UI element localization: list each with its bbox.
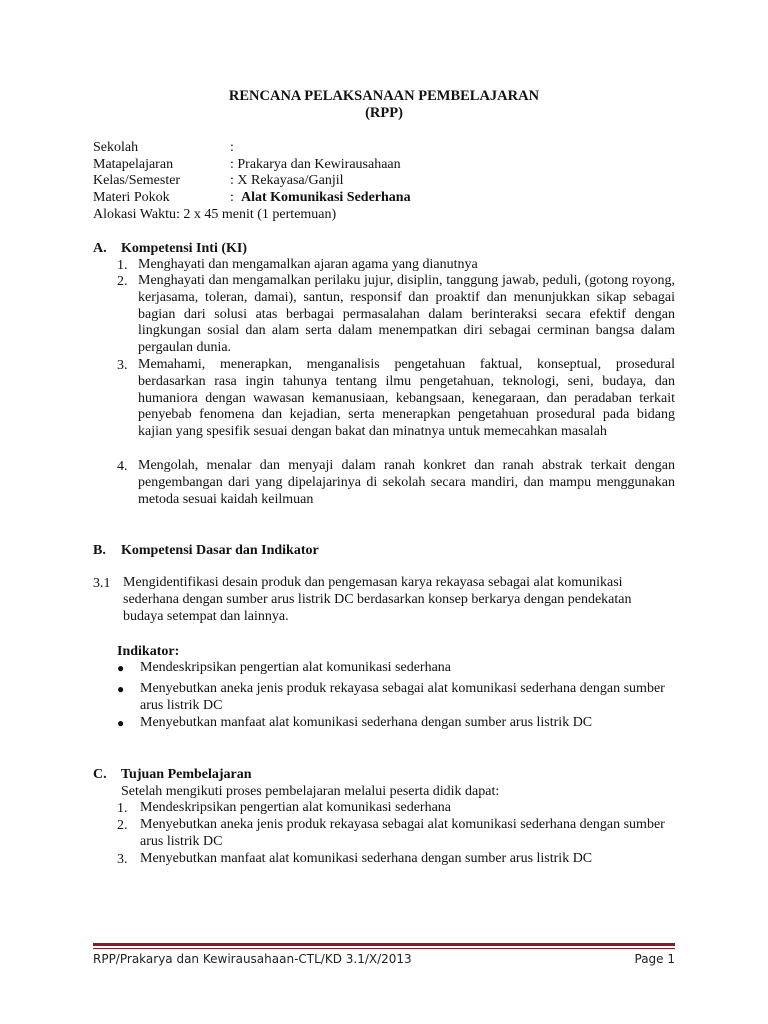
tujuan-item: Mendeskripsikan pengertian alat komunikasi sederhana xyxy=(140,800,452,815)
document-subtitle: (RPP) xyxy=(365,105,403,121)
footer-rule-thick xyxy=(93,943,675,946)
materi-value: Alat Komunikasi Sederhana xyxy=(241,190,411,205)
bullet-icon: ● xyxy=(117,661,125,675)
indicator-item: Menyebutkan manfaat alat komunikasi sederhana dengan sumber arus listrik DC xyxy=(140,715,593,730)
bullet-icon: ● xyxy=(117,716,125,730)
bullet-icon: ● xyxy=(117,682,125,696)
alokasi-waktu: Alokasi Waktu: 2 x 45 menit (1 pertemuan) xyxy=(93,207,337,222)
sekolah-value: : xyxy=(230,140,234,155)
tujuan-item: Menyebutkan aneka jenis produk rekayasa sebagai alat komunikasi sederhana dengan sumber arus listrik DC xyxy=(140,817,665,849)
ki-number: 3. xyxy=(117,358,128,373)
indicator-item: Menyebutkan aneka jenis produk rekayasa sebagai alat komunikasi sederhana dengan sumber arus listrik DC xyxy=(140,681,665,713)
ki-item: Menghayati dan mengamalkan ajaran agama yang dianutnya xyxy=(138,257,478,272)
tujuan-number: 2. xyxy=(117,818,128,833)
mapel-label: Matapelajaran xyxy=(93,157,174,172)
ki-number: 4. xyxy=(117,459,128,474)
section-b-letter: B. xyxy=(93,543,106,558)
ki-item: Memahami, menerapkan, menganalisis pengetahuan faktual, konseptual, prosedural berdasarkan rasa ingin tahunya tentang ilmu pengetahuan, teknologi, seni, budaya, dan humaniora dengan wawasan kemanusiaan, kebangsaan, kenegaraan, dan peradaban terkait penyebab fenomena dan kejadian, serta menerapkan pengetahuan prosedural pada bidang kajian yang spesifik sesuai dengan bakat dan minatnya untuk memecahkan masalah xyxy=(138,357,675,440)
footer-document-code: RPP/Prakarya dan Kewirausahaan-CTL/KD 3.1/X/2013 xyxy=(93,952,412,966)
section-c-heading: Tujuan Pembelajaran xyxy=(121,767,252,782)
kd-text: Mengidentifikasi desain produk dan pengemasan karya rekayasa sebagai alat komunikasi sederhana dengan sumber arus listrik DC berdasarkan konsep berkarya dengan pendekatan budaya setempat dan lainnya. xyxy=(123,575,632,624)
footer-rule-thin xyxy=(93,948,675,949)
document-title: RENCANA PELAKSANAAN PEMBELAJARAN xyxy=(228,88,540,104)
tujuan-item: Menyebutkan manfaat alat komunikasi sederhana dengan sumber arus listrik DC xyxy=(140,851,593,866)
tujuan-number: 1. xyxy=(117,801,128,816)
tujuan-number: 3. xyxy=(117,852,128,867)
mapel-value: : Prakarya dan Kewirausahaan xyxy=(230,157,401,172)
kelas-label: Kelas/Semester xyxy=(93,173,181,188)
ki-item: Mengolah, menalar dan menyaji dalam ranah konkret dan ranah abstrak terkait dengan pengembangan dari yang dipelajarinya di sekolah secara mandiri, dan mampu menggunakan metoda sesuai kaidah keilmuan xyxy=(138,458,675,507)
materi-label: Materi Pokok xyxy=(93,190,170,205)
materi-colon: : xyxy=(230,190,234,205)
tujuan-intro: Setelah mengikuti proses pembelajaran melalui peserta didik dapat: xyxy=(121,784,500,799)
ki-item: Menghayati dan mengamalkan perilaku jujur, disiplin, tanggung jawab, peduli, (gotong royong, kerjasama, toleran, damai), santun, responsif dan proaktif dan menunjukkan sikap sebagai bagian dari solusi atas berbagai permasalahan dalam berinteraksi secara efektif dengan lingkungan sosial dan alam serta dalam menempatkan diri sebagai cerminan bangsa dalam pergaulan dunia. xyxy=(138,273,675,356)
indikator-label: Indikator: xyxy=(117,644,180,659)
sekolah-label: Sekolah xyxy=(93,140,139,155)
ki-number: 2. xyxy=(117,274,128,289)
section-b-heading: Kompetensi Dasar dan Indikator xyxy=(121,543,319,558)
ki-number: 1. xyxy=(117,258,128,273)
kelas-value: : X Rekayasa/Ganjil xyxy=(230,173,344,188)
section-a-heading: Kompetensi Inti (KI) xyxy=(121,241,247,256)
kd-number: 3.1 xyxy=(93,576,111,591)
indicator-item: Mendeskripsikan pengertian alat komunikasi sederhana xyxy=(140,660,452,675)
footer-page-number: Page 1 xyxy=(634,952,675,966)
section-c-letter: C. xyxy=(93,767,107,782)
section-a-letter: A. xyxy=(93,241,107,256)
